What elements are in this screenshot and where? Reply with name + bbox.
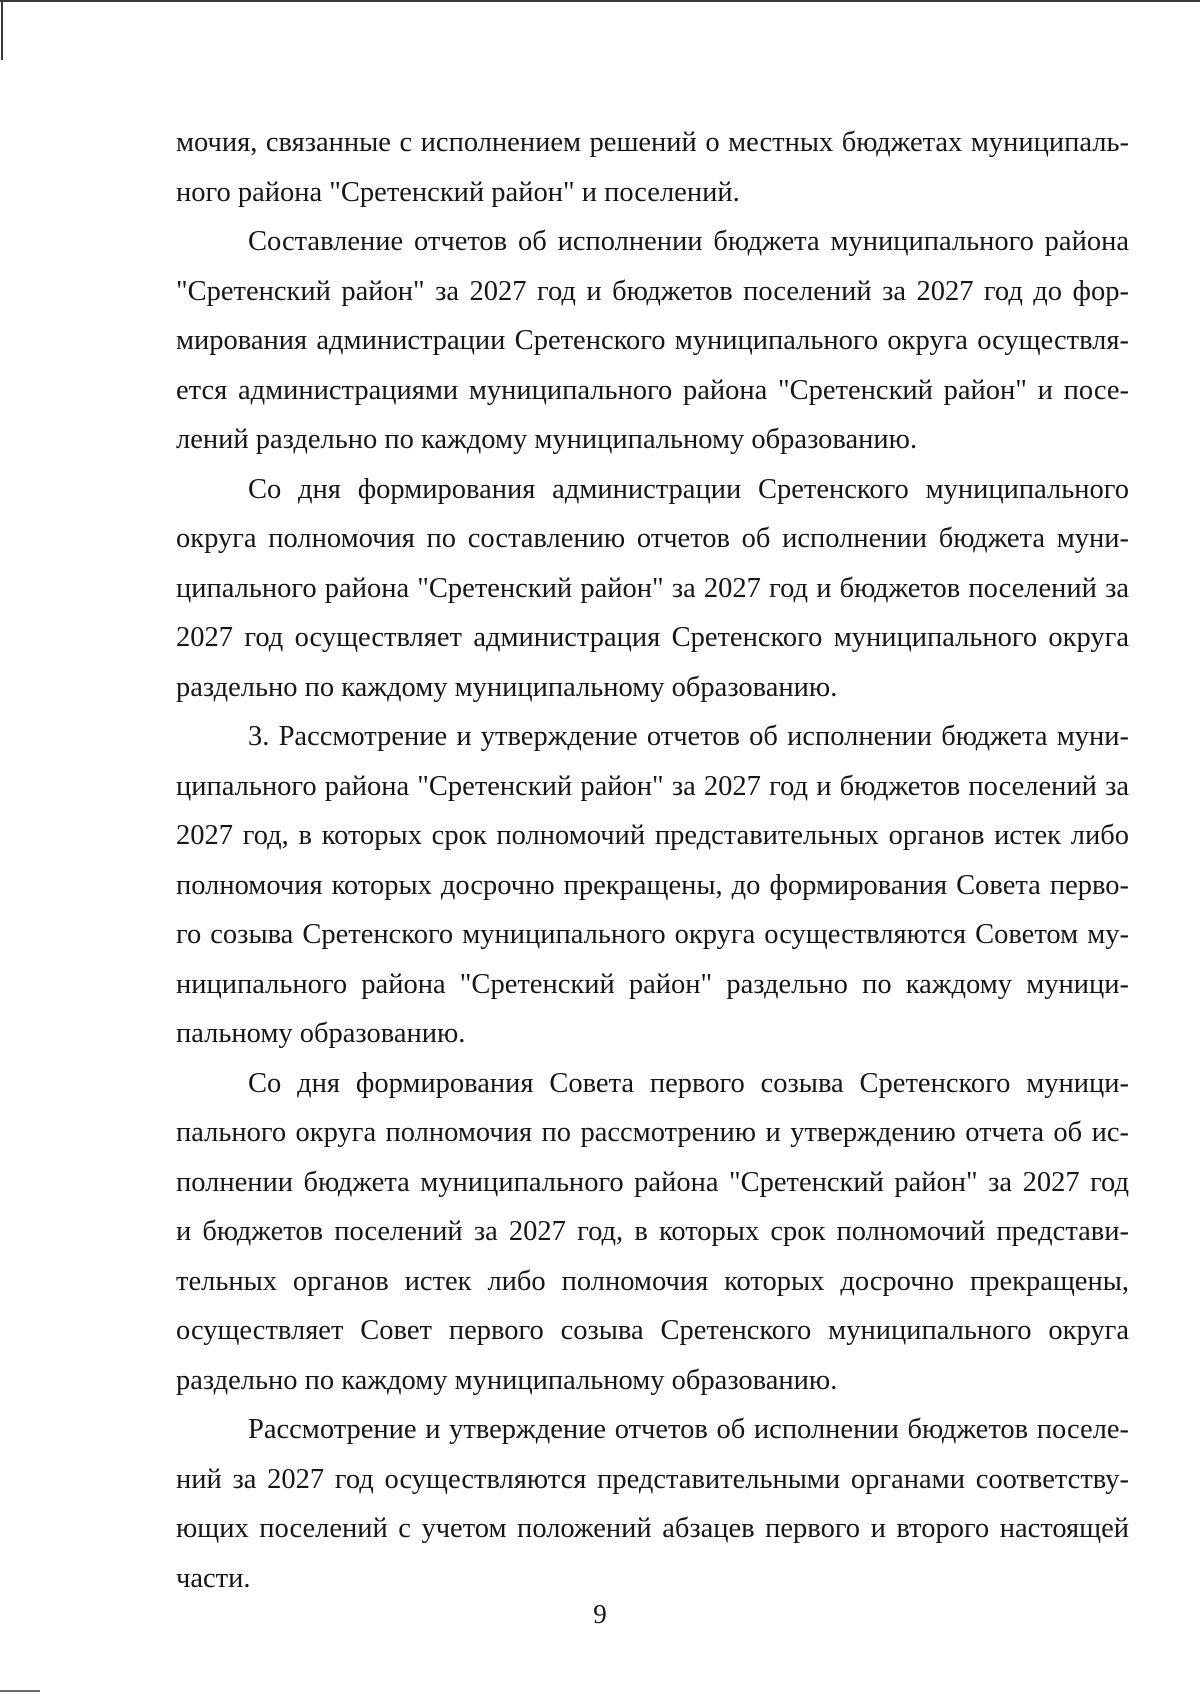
- text-line: тельных органов истек либо полномочия которых досрочно прекращены,: [176, 1265, 1129, 1297]
- text-line: ципального района "Сретенский район" за 2027 год и бюджетов поселений за: [176, 572, 1129, 604]
- text-line: мочия, связанные с исполнением решений о местных бюджетах муниципаль-: [176, 127, 1129, 158]
- text-line: пальному образованию.: [176, 1018, 466, 1049]
- text-line: пального округа полномочия по рассмотрению и утверждению отчета об ис-: [176, 1117, 1129, 1148]
- paragraph-first-line: Со дня формирования администрации Сретенского муниципального: [248, 473, 1129, 505]
- text-line: го созыва Сретенского муниципального округа осуществляются Советом му-: [176, 919, 1129, 950]
- paragraph-first-line: 3. Рассмотрение и утверждение отчетов об исполнении бюджета муни-: [248, 721, 1129, 752]
- text-line: ного района "Сретенский район" и поселений.: [176, 176, 740, 208]
- text-line: 2027 год осуществляет администрация Сретенского муниципального округа: [176, 622, 1129, 653]
- text-line: 2027 год, в которых срок полномочий представительных органов истек либо: [176, 820, 1129, 851]
- text-line: округа полномочия по составлению отчетов об исполнении бюджета муни-: [176, 523, 1129, 554]
- text-line: раздельно по каждому муниципальному образованию.: [176, 671, 838, 703]
- text-line: полномочия которых досрочно прекращены, до формирования Совета перво-: [176, 869, 1129, 901]
- paragraph-first-line: Составление отчетов об исполнении бюджета муниципального района: [248, 226, 1129, 257]
- text-line: и бюджетов поселений за 2027 год, в которых срок полномочий представи-: [176, 1216, 1129, 1247]
- text-line: "Сретенский район" за 2027 год и бюджетов поселений за 2027 год до фор-: [176, 275, 1129, 307]
- text-line: ципального района "Сретенский район" за 2027 год и бюджетов поселений за: [176, 770, 1129, 802]
- paragraph-first-line: Со дня формирования Совета первого созыва Сретенского муници-: [248, 1067, 1129, 1099]
- scan-border-left: [1, 0, 3, 60]
- scan-border-bottom-left: [0, 1690, 40, 1692]
- text-line: раздельно по каждому муниципальному образованию.: [176, 1364, 838, 1396]
- text-line: ется администрациями муниципального района "Сретенский район" и посе-: [176, 374, 1129, 406]
- text-line: полнении бюджета муниципального района "Сретенский район" за 2027 год: [176, 1166, 1129, 1198]
- text-line: ющих поселений с учетом положений абзацев первого и второго настоящей: [176, 1513, 1129, 1544]
- paragraph-first-line: Рассмотрение и утверждение отчетов об исполнении бюджетов поселе-: [248, 1414, 1129, 1445]
- document-body: [176, 118, 1129, 1603]
- text-line: ниципального района "Сретенский район" раздельно по каждому муници-: [176, 968, 1129, 1000]
- text-line: ний за 2027 год осуществляются представительными органами соответству-: [176, 1463, 1129, 1495]
- scan-border-top: [0, 0, 1200, 2]
- page-number: 9: [593, 1599, 607, 1629]
- text-line: части.: [176, 1562, 251, 1594]
- text-line: осуществляет Совет первого созыва Сретенского муниципального округа: [176, 1315, 1129, 1346]
- text-line: лений раздельно по каждому муниципальному образованию.: [176, 424, 918, 455]
- text-line: мирования администрации Сретенского муниципального округа осуществля-: [176, 325, 1129, 356]
